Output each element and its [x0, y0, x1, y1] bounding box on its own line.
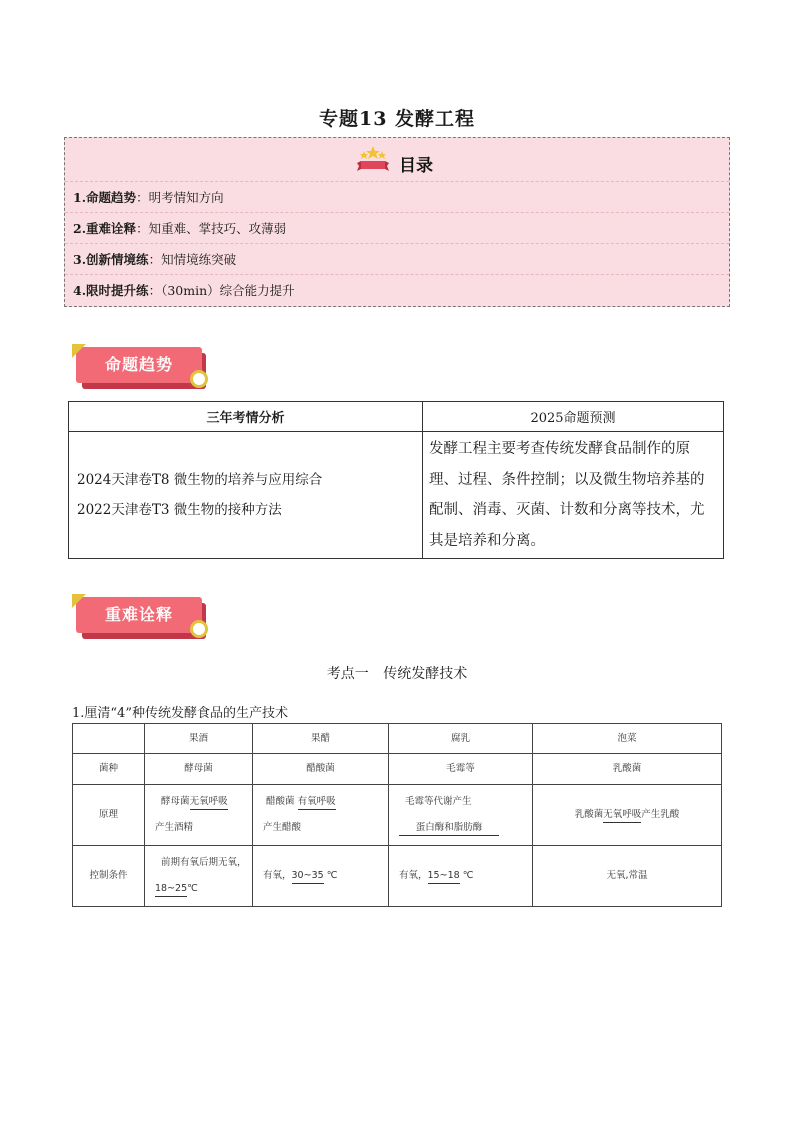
- toc-item[interactable]: 4.限时提升练：（30min）综合能力提升: [73, 283, 295, 298]
- toc-title: 目录: [399, 156, 433, 176]
- toc-item[interactable]: 2.重难诠释：知重难、掌技巧、攻薄弱: [65, 213, 729, 244]
- flag-icon: [72, 594, 86, 608]
- trend-table: [68, 401, 724, 559]
- analysis-cell: 2024天津卷T8 微生物的培养与应用综合 2022天津卷T3 微生物的接种方法: [69, 432, 423, 559]
- award-ribbon-icon: [357, 145, 389, 173]
- badge-label: 命题趋势: [76, 347, 202, 383]
- toc-item[interactable]: 1.命题趋势：明考情知方向: [65, 182, 729, 213]
- table-header: 果醋: [253, 724, 389, 754]
- badge-label: 重难诠释: [76, 597, 202, 633]
- section-badge-key: [72, 594, 212, 646]
- table-header: 果酒: [145, 724, 253, 754]
- toc-box: [64, 137, 730, 307]
- toc-item[interactable]: 3.创新情境练：知情境练突破: [65, 244, 729, 275]
- section-badge-trend: [72, 344, 212, 396]
- kaodian-heading: 考点一 传统发酵技术: [326, 666, 468, 682]
- ring-icon: [190, 620, 208, 638]
- flag-icon: [72, 344, 86, 358]
- ring-icon: [190, 370, 208, 388]
- toc-header: [65, 138, 729, 182]
- sub-heading: 1.厘清“4”种传统发酵食品的生产技术: [72, 706, 288, 721]
- table-row: 控制条件 前期有氧后期无氧， 18~25℃ 有氧，30~35 ℃ 有氧，15~18 ℃ 无氧,常温: [73, 846, 722, 907]
- ferment-table: [72, 723, 722, 907]
- table-header: 2025命题预测: [423, 402, 724, 432]
- table-header: 三年考情分析: [69, 402, 423, 432]
- page-title: 专题13 发酵工程: [318, 108, 476, 130]
- table-header: 腐乳: [389, 724, 533, 754]
- table-header: 泡菜: [533, 724, 722, 754]
- table-row: 原理 酵母菌无氧呼吸 产生酒精 醋酸菌 有氧呼吸 产生醋酸 毛霉等代谢产生 蛋白酶和脂肪酶 乳酸菌无氧呼吸产生乳酸: [73, 785, 722, 846]
- table-row: 菌种 酵母菌 醋酸菌 毛霉等 乳酸菌: [73, 754, 722, 785]
- prediction-cell: 发酵工程主要考查传统发酵食品制作的原理、过程、条件控制；以及微生物培养基的配制、消毒、灭菌、计数和分离等技术，尤其是培养和分离。: [423, 432, 724, 559]
